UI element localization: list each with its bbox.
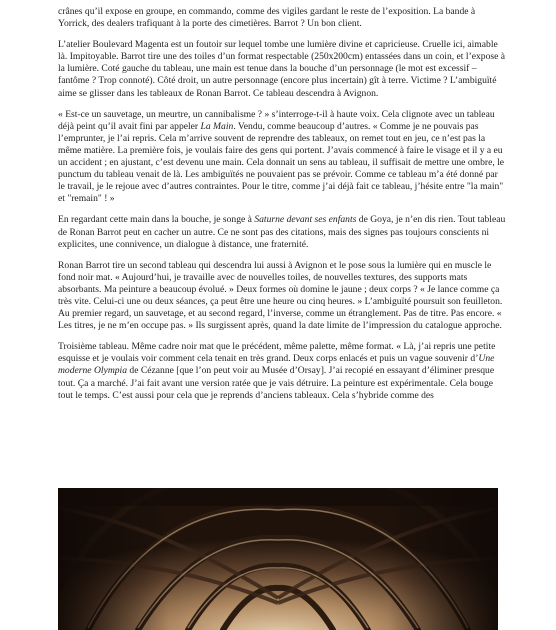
article-text bbox=[58, 6, 506, 411]
italic-title: La Main bbox=[200, 120, 234, 132]
text-segment: En regardant cette main dans la bouche, je songe à bbox=[58, 214, 255, 226]
text-segment: Ronan Barrot tire un second tableau qui descendra lui aussi à Avignon et le pose sous la lumière qui en muscle le fond noir mat. « Aujourd’hui, je travaille avec de nouvelles toiles, de nouvelles textures, des supports mats absorbants. Ma peinture a beaucoup évolué. » Deux formes où domine le jaune ; deux corps ? « Je lance comme ça très vite. Celui-ci une ou deux séances, ça peut être une heure ou cinq heures. » L’ambiguïté poursuit son feuilleton. Au premier regard, un sauvetage, et au second regard, l’inverse, comme un étranglement. Pas de titre. Pas encore. « Les titres, je ne m’en occupe pas. » Ils surgissent après, quand la date limite de l’impression du catalogue approche. bbox=[58, 259, 503, 332]
paragraph-p2 bbox=[58, 39, 506, 99]
paragraph-p5 bbox=[58, 260, 506, 333]
text-segment: crânes qu’il expose en groupe, en commando, comme des vigiles gardant le reste de l’exposition. La bande à Yorrick, des dealers trafiquant à la porte des cimetières. Barrot ? Un bon client. bbox=[58, 6, 476, 30]
paragraph-p3 bbox=[58, 109, 506, 206]
text-segment: . Vendu, comme beaucoup d’autres. « Comme je ne pouvais pas l’emprunter, je l’ai repris. Cela m’arrive souvent de reprendre des tableaux, on remet tout en jeu, ce n’est pas la même matière. La première fois, je voulais faire des gens qui portent. J’avais commencé à faire le visage et il y a eu un accident ; en ajustant, c’est devenu une main. Cela donnait un sens au tableau, il suffisait de mettre une ombre, le punctum du tableau venait de là. Les ambiguïtés ne pouvaient pas se prévoir. Comme ce tableau m’a été donné par le travail, je le rejoue avec d’autres contraintes. Pour le titre, comme j’ai déjà fait ce tableau, j’hésite entre "la main" et "remain" ! » bbox=[58, 120, 505, 205]
text-segment: L’atelier Boulevard Magenta est un foutoir sur lequel tombe une lumière divine et capricieuse. Cruelle ici, aimable là. Impitoyable. Barrot tire une des toiles d’un format respectable (250x200cm) entassées dans un coin, et l’expose à la lumière. Coté gauche du tableau, une main est tenue dans la bouche d’un personnage (le mot est excessif – fantôme ? Trop connoté). Côté droit, un autre personnage (encore plus incertain) gît à terre. Victime ? L’ambiguïté aime se glisser dans les tableaux de Ronan Barrot. Ce tableau descendra à Avignon. bbox=[58, 39, 506, 99]
vaulted-corridor-illustration bbox=[58, 488, 498, 630]
cloister-vault-photo bbox=[58, 488, 498, 630]
italic-title: Saturne devant ses enfants bbox=[254, 214, 357, 226]
text-segment: de Cézanne [que l’on peut voir au Musée d’Orsay]. J’ai recopié en essayant d’éliminer presque tout. Ça a marché. J’ai fait avant une version ratée que je vais détruire. La peinture est expérimentale. Cela bouge tout le temps. C’est aussi pour cela que je reprends d’anciens tableaux. Cela s’hybride comme des bbox=[58, 365, 495, 401]
text-segment: « Est-ce un sauvetage, un meurtre, un cannibalisme ? » s’interroge-t-il à haute voix. Cela clignote avec un tableau déjà peint qu’il avait fini par appeler bbox=[58, 108, 495, 132]
italic-title: Une moderne Olympia bbox=[58, 353, 495, 377]
text-segment: de Goya, je n’en dis rien. Tout tableau de Ronan Barrot peut en cacher un autre. Ce ne sont pas des citations, mais des signes pas toujours conscients ni explicites, une connivence, un dialogue à distance, une fraternité. bbox=[58, 214, 506, 250]
paragraph-p4 bbox=[58, 214, 506, 250]
paragraph-p6 bbox=[58, 341, 506, 401]
paragraph-p1 bbox=[58, 6, 506, 30]
text-segment: Troisième tableau. Même cadre noir mat que le précédent, même palette, même format. « Là, j’ai repris une petite esquisse et je voulais voir comment cela tenait en très grand. Deux corps enlacés et puis un vague souvenir d’ bbox=[58, 341, 496, 365]
